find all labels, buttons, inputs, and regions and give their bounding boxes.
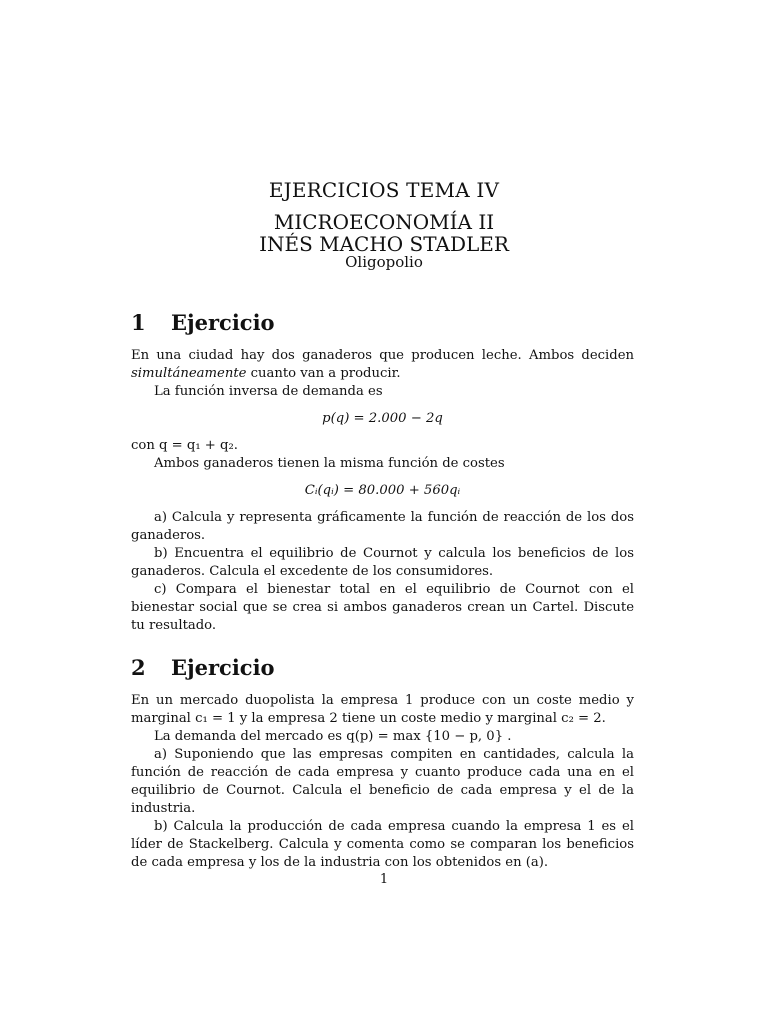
course-author-block <box>0 211 768 255</box>
section-title: Ejercicio <box>171 310 275 335</box>
question-c: c) Compara el bienestar total en el equilibrio de Cournot con el bienestar social que se crea si ambos ganaderos crean un Cartel. Discute tu resultado. <box>131 582 634 633</box>
page-number: 1 <box>379 872 389 887</box>
course-name: MICROECONOMÍA II <box>273 210 495 234</box>
question-a: a) Suponiendo que las empresas compiten en cantidades, calcula la función de reacción de cada empresa y cuanto produce cada una en el equilibrio de Cournot. Calcula el beneficio de cada empresa y el de la industria. <box>131 747 634 816</box>
author-name: INÉS MACHO STADLER <box>259 232 509 256</box>
paragraph <box>131 347 634 383</box>
equation-demand: p(q) = 2.000 − 2q <box>322 411 443 426</box>
text: cuanto van a producir. <box>246 366 401 381</box>
section-number: 2 <box>131 655 146 680</box>
paragraph: En un mercado duopolista la empresa 1 produce con un coste medio y marginal c₁ = 1 y la empresa 2 tiene un coste medio y marginal c₂ = 2. <box>131 693 634 726</box>
paragraph: con q = q₁ + q₂. <box>131 438 238 453</box>
question-b: b) Encuentra el equilibrio de Cournot y calcula los beneficios de los ganaderos. Calcula el excedente de los consumidores. <box>131 546 634 579</box>
paragraph: Ambos ganaderos tienen la misma función de costes <box>154 456 505 471</box>
emphasis: simultáneamente <box>131 366 247 381</box>
section-1-heading <box>131 310 275 335</box>
equation-cost: Cᵢ(qᵢ) = 80.000 + 560qᵢ <box>304 483 461 498</box>
topic-subtitle: Oligopolio <box>345 253 423 271</box>
question-a: a) Calcula y representa gráficamente la función de reacción de los dos ganaderos. <box>131 510 634 543</box>
section-1-body <box>131 347 634 635</box>
document-title: EJERCICIOS TEMA IV <box>268 178 500 202</box>
section-2-body <box>131 692 634 872</box>
section-number: 1 <box>131 310 146 335</box>
text: En una ciudad hay dos ganaderos que producen leche. Ambos deciden <box>131 348 634 363</box>
section-title: Ejercicio <box>171 655 275 680</box>
question-b: b) Calcula la producción de cada empresa cuando la empresa 1 es el líder de Stackelberg. Calcula y comenta como se comparan los beneficios de cada empresa y los de la industria con los obtenidos en (a). <box>131 819 634 870</box>
paragraph: La demanda del mercado es q(p) = max {10 − p, 0} . <box>154 729 512 744</box>
paragraph: La función inversa de demanda es <box>154 384 383 399</box>
section-2-heading <box>131 655 275 680</box>
